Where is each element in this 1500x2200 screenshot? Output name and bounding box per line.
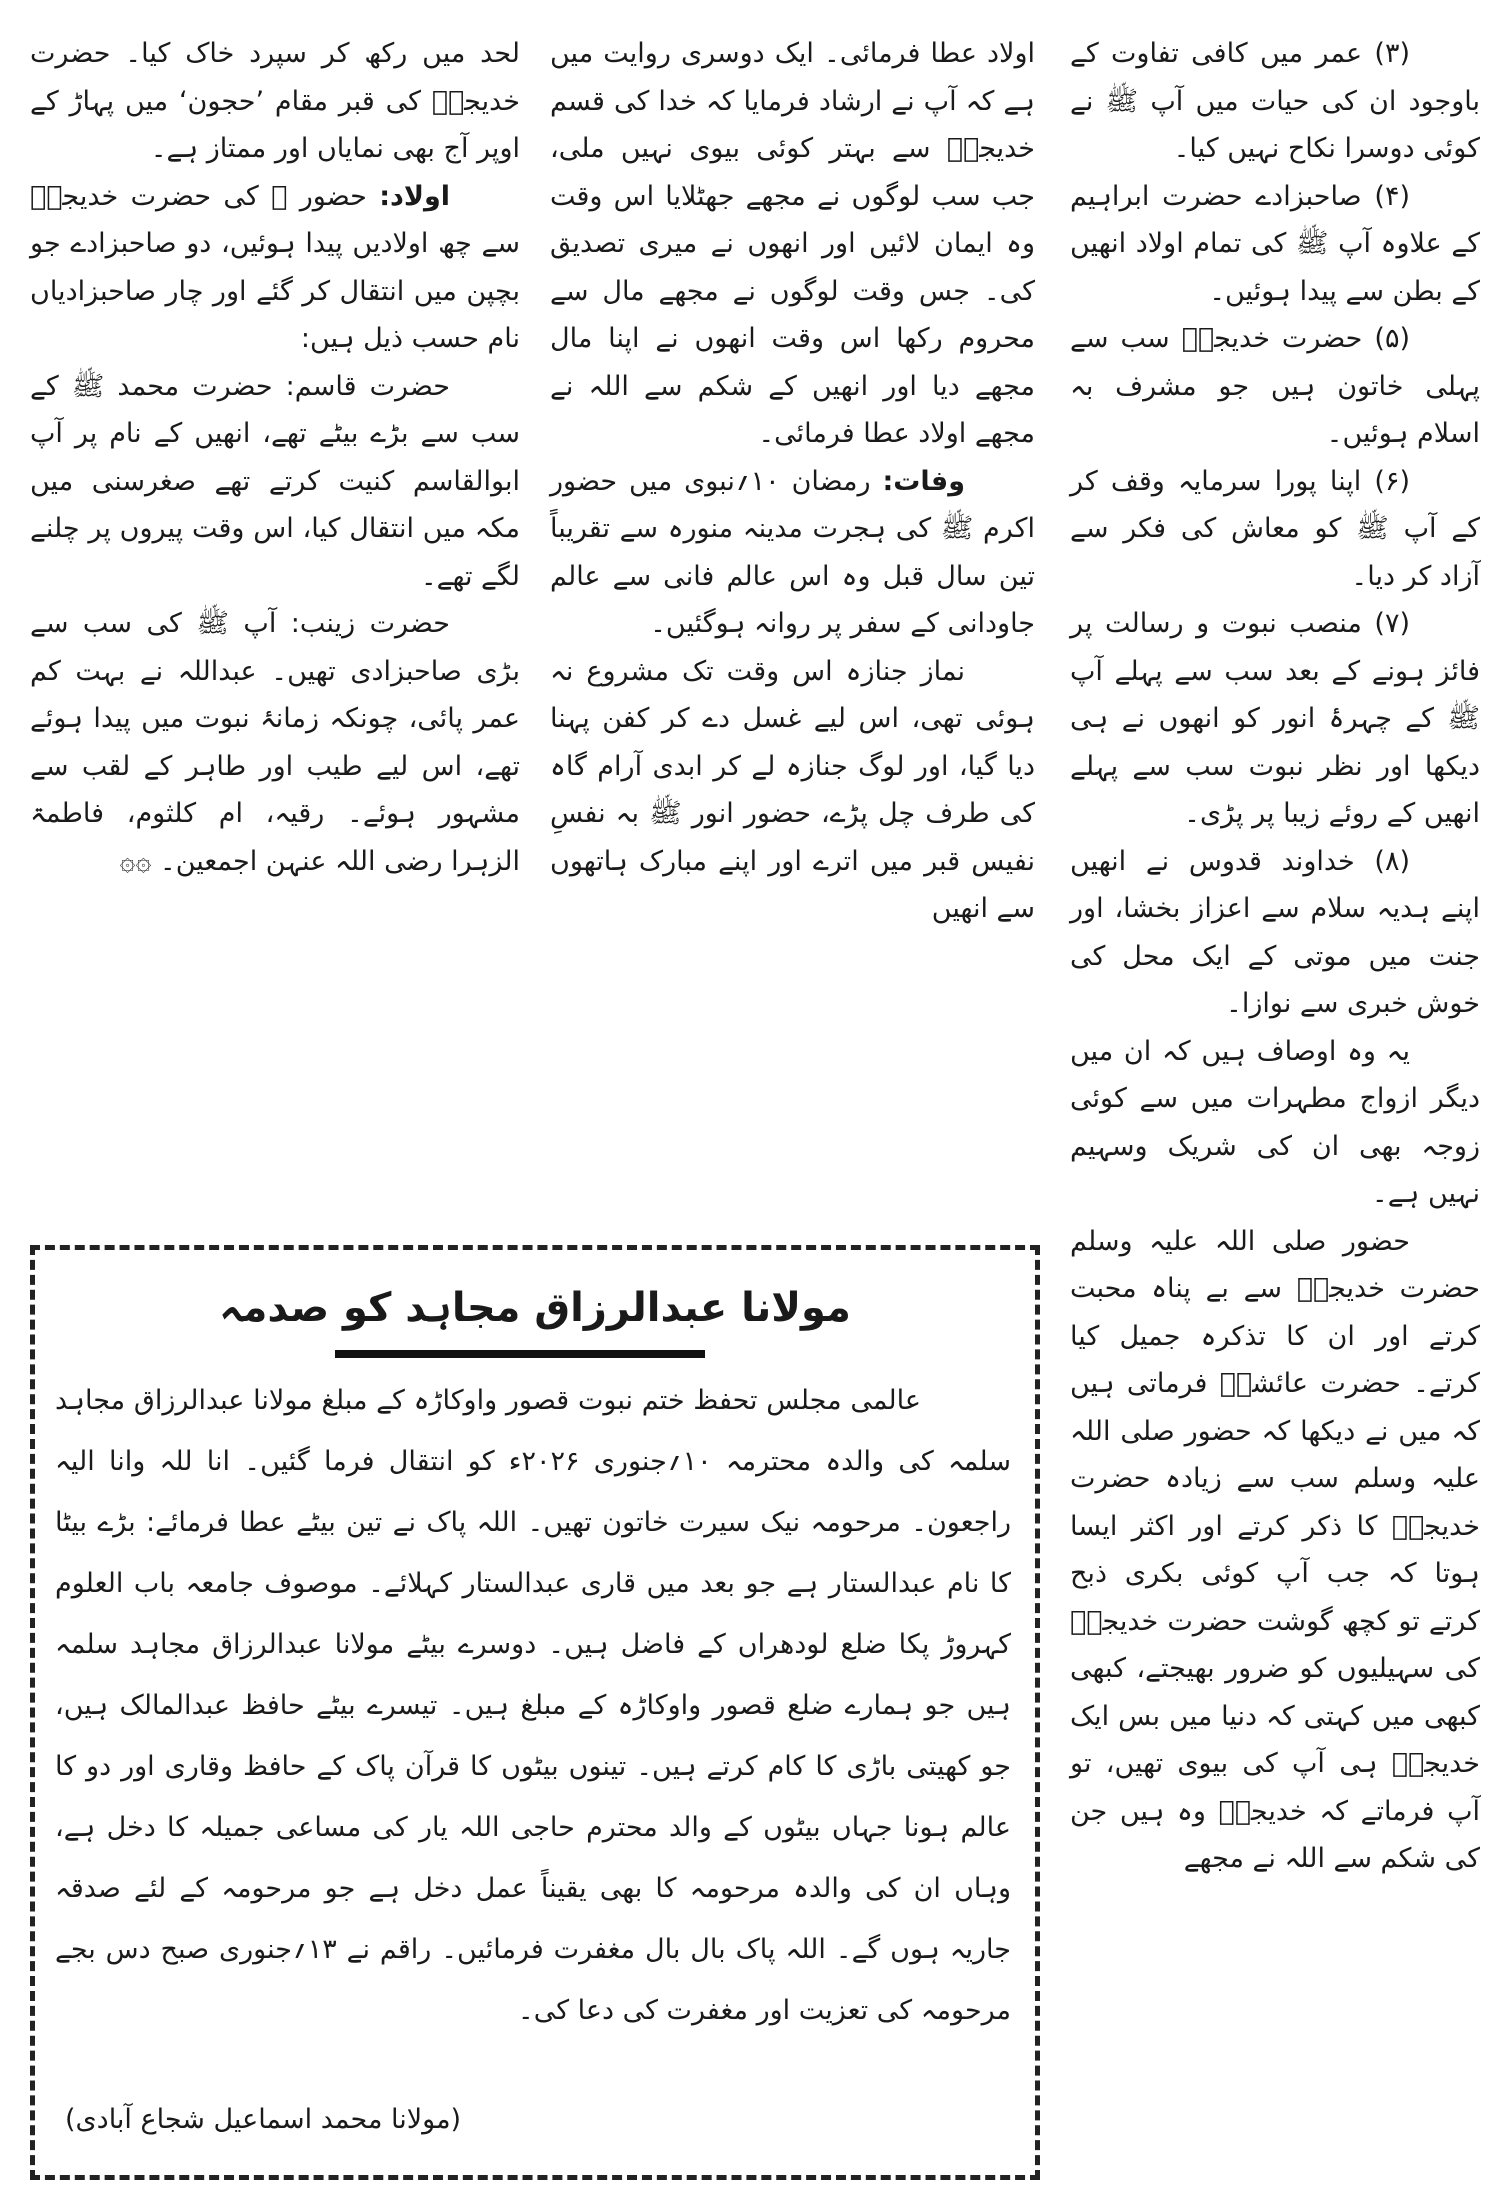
paragraph [1070, 173, 1480, 316]
paragraph-text: حضرت قاسم: حضرت محمد ﷺ کے سب سے بڑے بیٹے تھے، انھیں کے نام پر آپ ابوالقاسم کنیت کرتے تھے صغرسنی میں مکہ میں انتقال کیا، اس وقت پیروں پر چلنے لگے تھے۔ [30, 370, 520, 592]
paragraph-text: یہ وہ اوصاف ہیں کہ ان میں دیگر ازواج مطہرات میں سے کوئی زوجہ بھی ان کی شریک وسہیم نہیں ہے۔ [1070, 1035, 1480, 1209]
section-label: وفات: [882, 465, 966, 497]
paragraph-text: (۳) عمر میں کافی تفاوت کے باوجود ان کی حیات میں آپ ﷺ نے کوئی دوسرا نکاح نہیں کیا۔ [1070, 38, 1480, 164]
paragraph [30, 173, 520, 363]
section-label: اولاد: [379, 180, 450, 212]
paragraph [30, 600, 520, 885]
paragraph-text: لحد میں رکھ کر سپرد خاک کیا۔ حضرت خدیجہؓ کی قبر مقام ’حجون‘ میں پہاڑ کے اوپر آج بھی نمایاں اور ممتاز ہے۔ [30, 38, 520, 164]
paragraph [55, 1370, 1011, 2041]
article-column-middle [550, 30, 1035, 933]
paragraph-text: حضور ﷺ کی حضرت خدیجہؓ سے چھ اولادیں پیدا ہوئیں، دو صاحبزادے جو بچپن میں انتقال کر گئے اور چار صاحبزادیاں نام حسب ذیل ہیں: [30, 180, 520, 354]
paragraph-text: رمضان ۱۰؍نبوی میں حضور اکرم ﷺ کی ہجرت مدینہ منورہ سے تقریباً تین سال قبل وہ اس عالم فانی سے عالم جاودانی کے سفر پر روانہ ہوگئیں۔ [550, 465, 1035, 639]
paragraph-text: (۶) اپنا پورا سرمایہ وقف کر کے آپ ﷺ کو معاش کی فکر سے آزاد کر دیا۔ [1070, 465, 1480, 592]
paragraph [1070, 1028, 1480, 1218]
paragraph [30, 30, 520, 173]
paragraph [550, 648, 1035, 933]
title-underline [335, 1350, 705, 1358]
article-column-right [1070, 30, 1480, 1883]
notice-title: مولانا عبدالرزاق مجاہد کو صدمہ [219, 1285, 851, 1331]
paragraph [1070, 600, 1480, 838]
paragraph [1070, 30, 1480, 173]
condolence-notice-box [30, 1245, 1040, 2180]
paragraph-text: (۴) صاحبزادے حضرت ابراہیم کے علاوہ آپ ﷺ کی تمام اولاد انھیں کے بطن سے پیدا ہوئیں۔ [1070, 180, 1480, 307]
paragraph-text: (۸) خداوند قدوس نے انھیں اپنے ہدیہ سلام سے اعزاز بخشا، اور جنت میں موتی کے ایک محل کی خوش خبری سے نوازا۔ [1070, 845, 1480, 1019]
paragraph-text: حضرت زینب: آپ ﷺ کی سب سے بڑی صاحبزادی تھیں۔ عبداللہ نے بہت کم عمر پائی، چونکہ زمانۂ نبوت میں پیدا ہوئے تھے، اس لیے طیب اور طاہر کے لقب سے مشہور ہوئے۔ رقیہ، ام کلثوم، فاطمۃ الزہرا رضی اللہ عنہن اجمعین۔ ۞۞ [30, 608, 520, 877]
notice-author: (مولانا محمد اسماعیل شجاع آبادی) [65, 2104, 462, 2135]
article-column-left [30, 30, 520, 885]
paragraph [1070, 1218, 1480, 1883]
paragraph-text: اولاد عطا فرمائی۔ ایک دوسری روایت میں ہے کہ آپ نے ارشاد فرمایا کہ خدا کی قسم خدیجہؓ سے بہتر کوئی بیوی نہیں ملی، جب سب لوگوں نے مجھے جھٹلایا اس وقت وہ ایمان لائیں اور انھوں نے میری تصدیق کی۔ جس وقت لوگوں نے مجھے مال سے محروم رکھا اس وقت انھوں نے اپنا مال مجھے دیا اور انھیں کے شکم سے اللہ نے مجھے اولاد عطا فرمائی۔ [550, 38, 1035, 449]
paragraph-text: (۷) منصب نبوت و رسالت پر فائز ہونے کے بعد سب سے پہلے آپ ﷺ کے چہرۂ انور کو انھوں نے ہی دیکھا اور نظر نبوت سب سے پہلے انھیں کے روئے زیبا پر پڑی۔ [1070, 608, 1480, 829]
paragraph [1070, 458, 1480, 601]
paragraph [550, 30, 1035, 458]
paragraph [1070, 315, 1480, 458]
paragraph-text: حضور صلی اللہ علیہ وسلم حضرت خدیجہؓ سے بے پناہ محبت کرتے اور ان کا تذکرہ جمیل کیا کرتے۔ حضرت عائشہؓ فرماتی ہیں کہ میں نے دیکھا کہ حضور صلی اللہ علیہ وسلم سب سے زیادہ حضرت خدیجہؓ کا ذکر کرتے اور اکثر ایسا ہوتا کہ جب آپ کوئی بکری ذبح کرتے تو کچھ گوشت حضرت خدیجہؓ کی سہیلیوں کو ضرور بھیجتے، کبھی کبھی میں کہتی کہ دنیا میں بس ایک خدیجہؓ ہی آپ کی بیوی تھیں، تو آپ فرماتے کہ خدیجہؓ وہ ہیں جن کی شکم سے اللہ نے مجھے [1070, 1225, 1480, 1874]
paragraph [30, 363, 520, 601]
paragraph [550, 458, 1035, 648]
notice-body [55, 1370, 1011, 2041]
paragraph [1070, 838, 1480, 1028]
paragraph-text: (۵) حضرت خدیجہؓ سب سے پہلی خاتون ہیں جو مشرف بہ اسلام ہوئیں۔ [1070, 323, 1480, 449]
paragraph-text: عالمی مجلس تحفظ ختم نبوت قصور واوکاڑہ کے مبلغ مولانا عبدالرزاق مجاہد سلمہ کی والدہ محترمہ ۱۰؍جنوری ۲۰۲۶ء کو انتقال فرما گئیں۔ انا للہ وانا الیہ راجعون۔ مرحومہ نیک سیرت خاتون تھیں۔ اللہ پاک نے تین بیٹے عطا فرمائے: بڑے بیٹا کا نام عبدالستار ہے جو بعد میں قاری عبدالستار کہلائے۔ موصوف جامعہ باب العلوم کہروڑ پکا ضلع لودھراں کے فاضل ہیں۔ دوسرے بیٹے مولانا عبدالرزاق مجاہد سلمہ ہیں جو ہمارے ضلع قصور واوکاڑہ کے مبلغ ہیں۔ تیسرے بیٹے حافظ عبدالمالک ہیں، جو کھیتی باڑی کا کام کرتے ہیں۔ تینوں بیٹوں کا قرآن پاک کے حافظ وقاری اور دو کا عالم ہونا جہاں بیٹوں کے والد محترم حاجی اللہ یار کی مساعی جمیلہ کا دخل ہے، وہاں ان کی والدہ مرحومہ کا بھی یقیناً عمل دخل ہے جو مرحومہ کے لئے صدقہ جاریہ ہوں گے۔ اللہ پاک بال بال مغفرت فرمائیں۔ راقم نے ۱۳؍جنوری صبح دس بجے مرحومہ کی تعزیت اور مغفرت کی دعا کی۔ [55, 1385, 1011, 2026]
paragraph-text: نماز جنازہ اس وقت تک مشروع نہ ہوئی تھی، اس لیے غسل دے کر کفن پہنا دیا گیا، اور لوگ جنازہ لے کر ابدی آرام گاہ کی طرف چل پڑے، حضور انور ﷺ بہ نفسِ نفیس قبر میں اترے اور اپنے مبارک ہاتھوں سے انھیں [550, 655, 1035, 924]
